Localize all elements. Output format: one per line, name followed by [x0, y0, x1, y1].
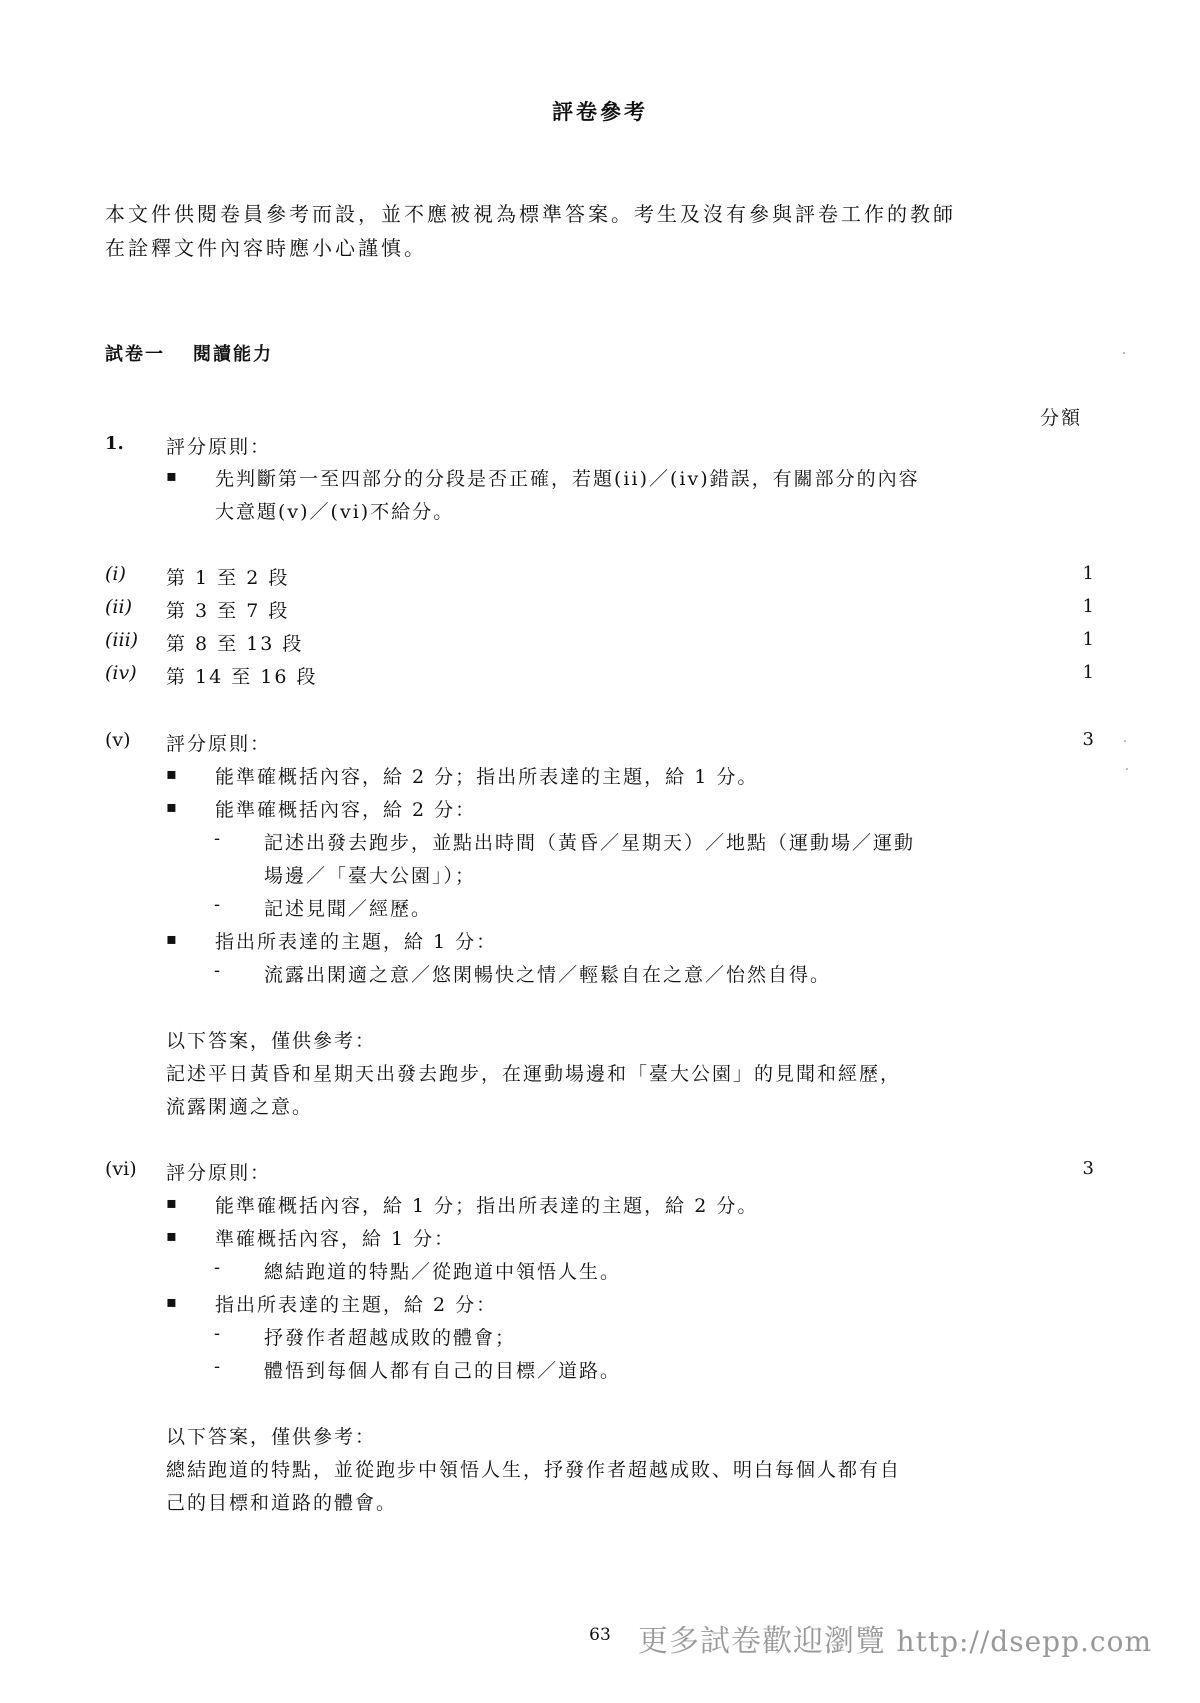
part-v-principle-label: 評分原則： — [166, 733, 272, 755]
bullet-icon: ▪ — [166, 466, 177, 485]
part-vi-dash-2: 抒發作者超越成敗的體會； — [264, 1327, 517, 1349]
watermark-url: http://dsepp.com — [896, 1625, 1152, 1658]
dash-icon: - — [214, 1257, 221, 1278]
part-v-mark: 3 — [1082, 729, 1094, 750]
part-label: (ii) — [105, 596, 132, 618]
dash-icon: - — [214, 1323, 221, 1344]
part-vi-dash-1: 總結跑道的特點／從跑道中領悟人生。 — [264, 1261, 622, 1283]
part-mark: 1 — [1082, 629, 1094, 650]
intro-line-1: 本文件供閱卷員參考而設，並不應被視為標準答案。考生及沒有參與評卷工作的教師 — [105, 202, 956, 226]
scan-speck — [1126, 768, 1128, 770]
part-v-reference-label: 以下答案，僅供參考： — [166, 1030, 377, 1052]
part-vi-bullet-2: 準確概括內容，給 1 分： — [215, 1228, 456, 1250]
dash-icon: - — [214, 894, 221, 915]
scan-speck — [1124, 740, 1126, 742]
part-v-bullet-3: 指出所表達的主題，給 1 分： — [215, 931, 498, 953]
dash-icon: - — [214, 828, 221, 849]
part-vi-mark: 3 — [1082, 1158, 1094, 1179]
part-v-bullet-2: 能準確概括內容，給 2 分： — [215, 799, 477, 821]
dash-icon: - — [214, 1356, 221, 1377]
marks-column-header: 分額 — [1040, 407, 1083, 429]
part-text: 第 3 至 7 段 — [166, 600, 290, 622]
q1-principle-line-1: 先判斷第一至四部分的分段是否正確，若題(ii)／(iv)錯誤，有關部分的內容 — [215, 468, 920, 490]
bullet-icon: ▪ — [166, 797, 177, 816]
part-v-reference-line-2: 流露閑適之意。 — [166, 1096, 314, 1118]
part-mark: 1 — [1082, 596, 1094, 617]
page-title: 評卷參考 — [552, 99, 648, 124]
page-number: 63 — [589, 1625, 611, 1645]
part-v-dash-1-line-2: 場邊／「臺大公園」）； — [264, 865, 477, 887]
question-number: 1. — [105, 433, 124, 454]
part-label: (iv) — [105, 662, 137, 684]
part-v-label: (v) — [105, 729, 131, 751]
part-label: (i) — [105, 563, 126, 585]
part-text: 第 8 至 13 段 — [166, 633, 304, 655]
bullet-icon: ▪ — [166, 764, 177, 783]
watermark-text: 更多試卷歡迎瀏覽 — [637, 1624, 886, 1659]
bullet-icon: ▪ — [166, 1193, 177, 1212]
part-vi-bullet-3: 指出所表達的主題，給 2 分： — [215, 1294, 498, 1316]
section-heading — [105, 340, 273, 366]
scan-speck — [1123, 352, 1125, 354]
part-vi-principle-label: 評分原則： — [166, 1162, 272, 1184]
bullet-icon: ▪ — [166, 1226, 177, 1245]
part-label: (iii) — [105, 629, 139, 651]
watermark — [638, 1616, 1152, 1660]
part-v-dash-3: 流露出閑適之意／悠閑暢快之情／輕鬆自在之意／怡然自得。 — [264, 964, 832, 986]
part-text: 第 1 至 2 段 — [166, 567, 290, 589]
part-v-dash-1-line-1: 記述出發去跑步，並點出時間（黃昏／星期天）／地點（運動場／運動 — [264, 832, 916, 854]
part-vi-reference-line-2: 己的目標和道路的體會。 — [166, 1492, 398, 1514]
section-name: 閱讀能力 — [193, 344, 273, 365]
part-vi-label: (vi) — [105, 1158, 137, 1180]
part-vi-bullet-1: 能準確概括內容，給 1 分；指出所表達的主題，給 2 分。 — [215, 1195, 759, 1217]
part-vi-dash-3: 體悟到每個人都有自己的目標／道路。 — [264, 1360, 622, 1382]
part-v-dash-2: 記述見聞／經歷。 — [264, 898, 433, 920]
bullet-icon: ▪ — [166, 929, 177, 948]
part-vi-reference-line-1: 總結跑道的特點，並從跑步中領悟人生，抒發作者超越成敗、明白每個人都有自 — [166, 1459, 902, 1481]
q1-principle-line-2: 大意題(v)／(vi)不給分。 — [215, 501, 455, 523]
intro-line-2: 在詮釋文件內容時應小心謹慎。 — [105, 236, 427, 260]
section-paper: 試卷一 — [105, 344, 165, 365]
dash-icon: - — [214, 960, 221, 981]
bullet-icon: ▪ — [166, 1292, 177, 1311]
part-text: 第 14 至 16 段 — [166, 666, 318, 688]
part-v-bullet-1: 能準確概括內容，給 2 分；指出所表達的主題，給 1 分。 — [215, 766, 759, 788]
part-mark: 1 — [1082, 662, 1094, 683]
part-mark: 1 — [1082, 563, 1094, 584]
part-vi-reference-label: 以下答案，僅供參考： — [166, 1426, 377, 1448]
part-v-reference-line-1: 記述平日黃昏和星期天出發去跑步，在運動場邊和「臺大公園」的見聞和經歷， — [166, 1063, 902, 1085]
q1-principle-label: 評分原則： — [166, 436, 272, 458]
